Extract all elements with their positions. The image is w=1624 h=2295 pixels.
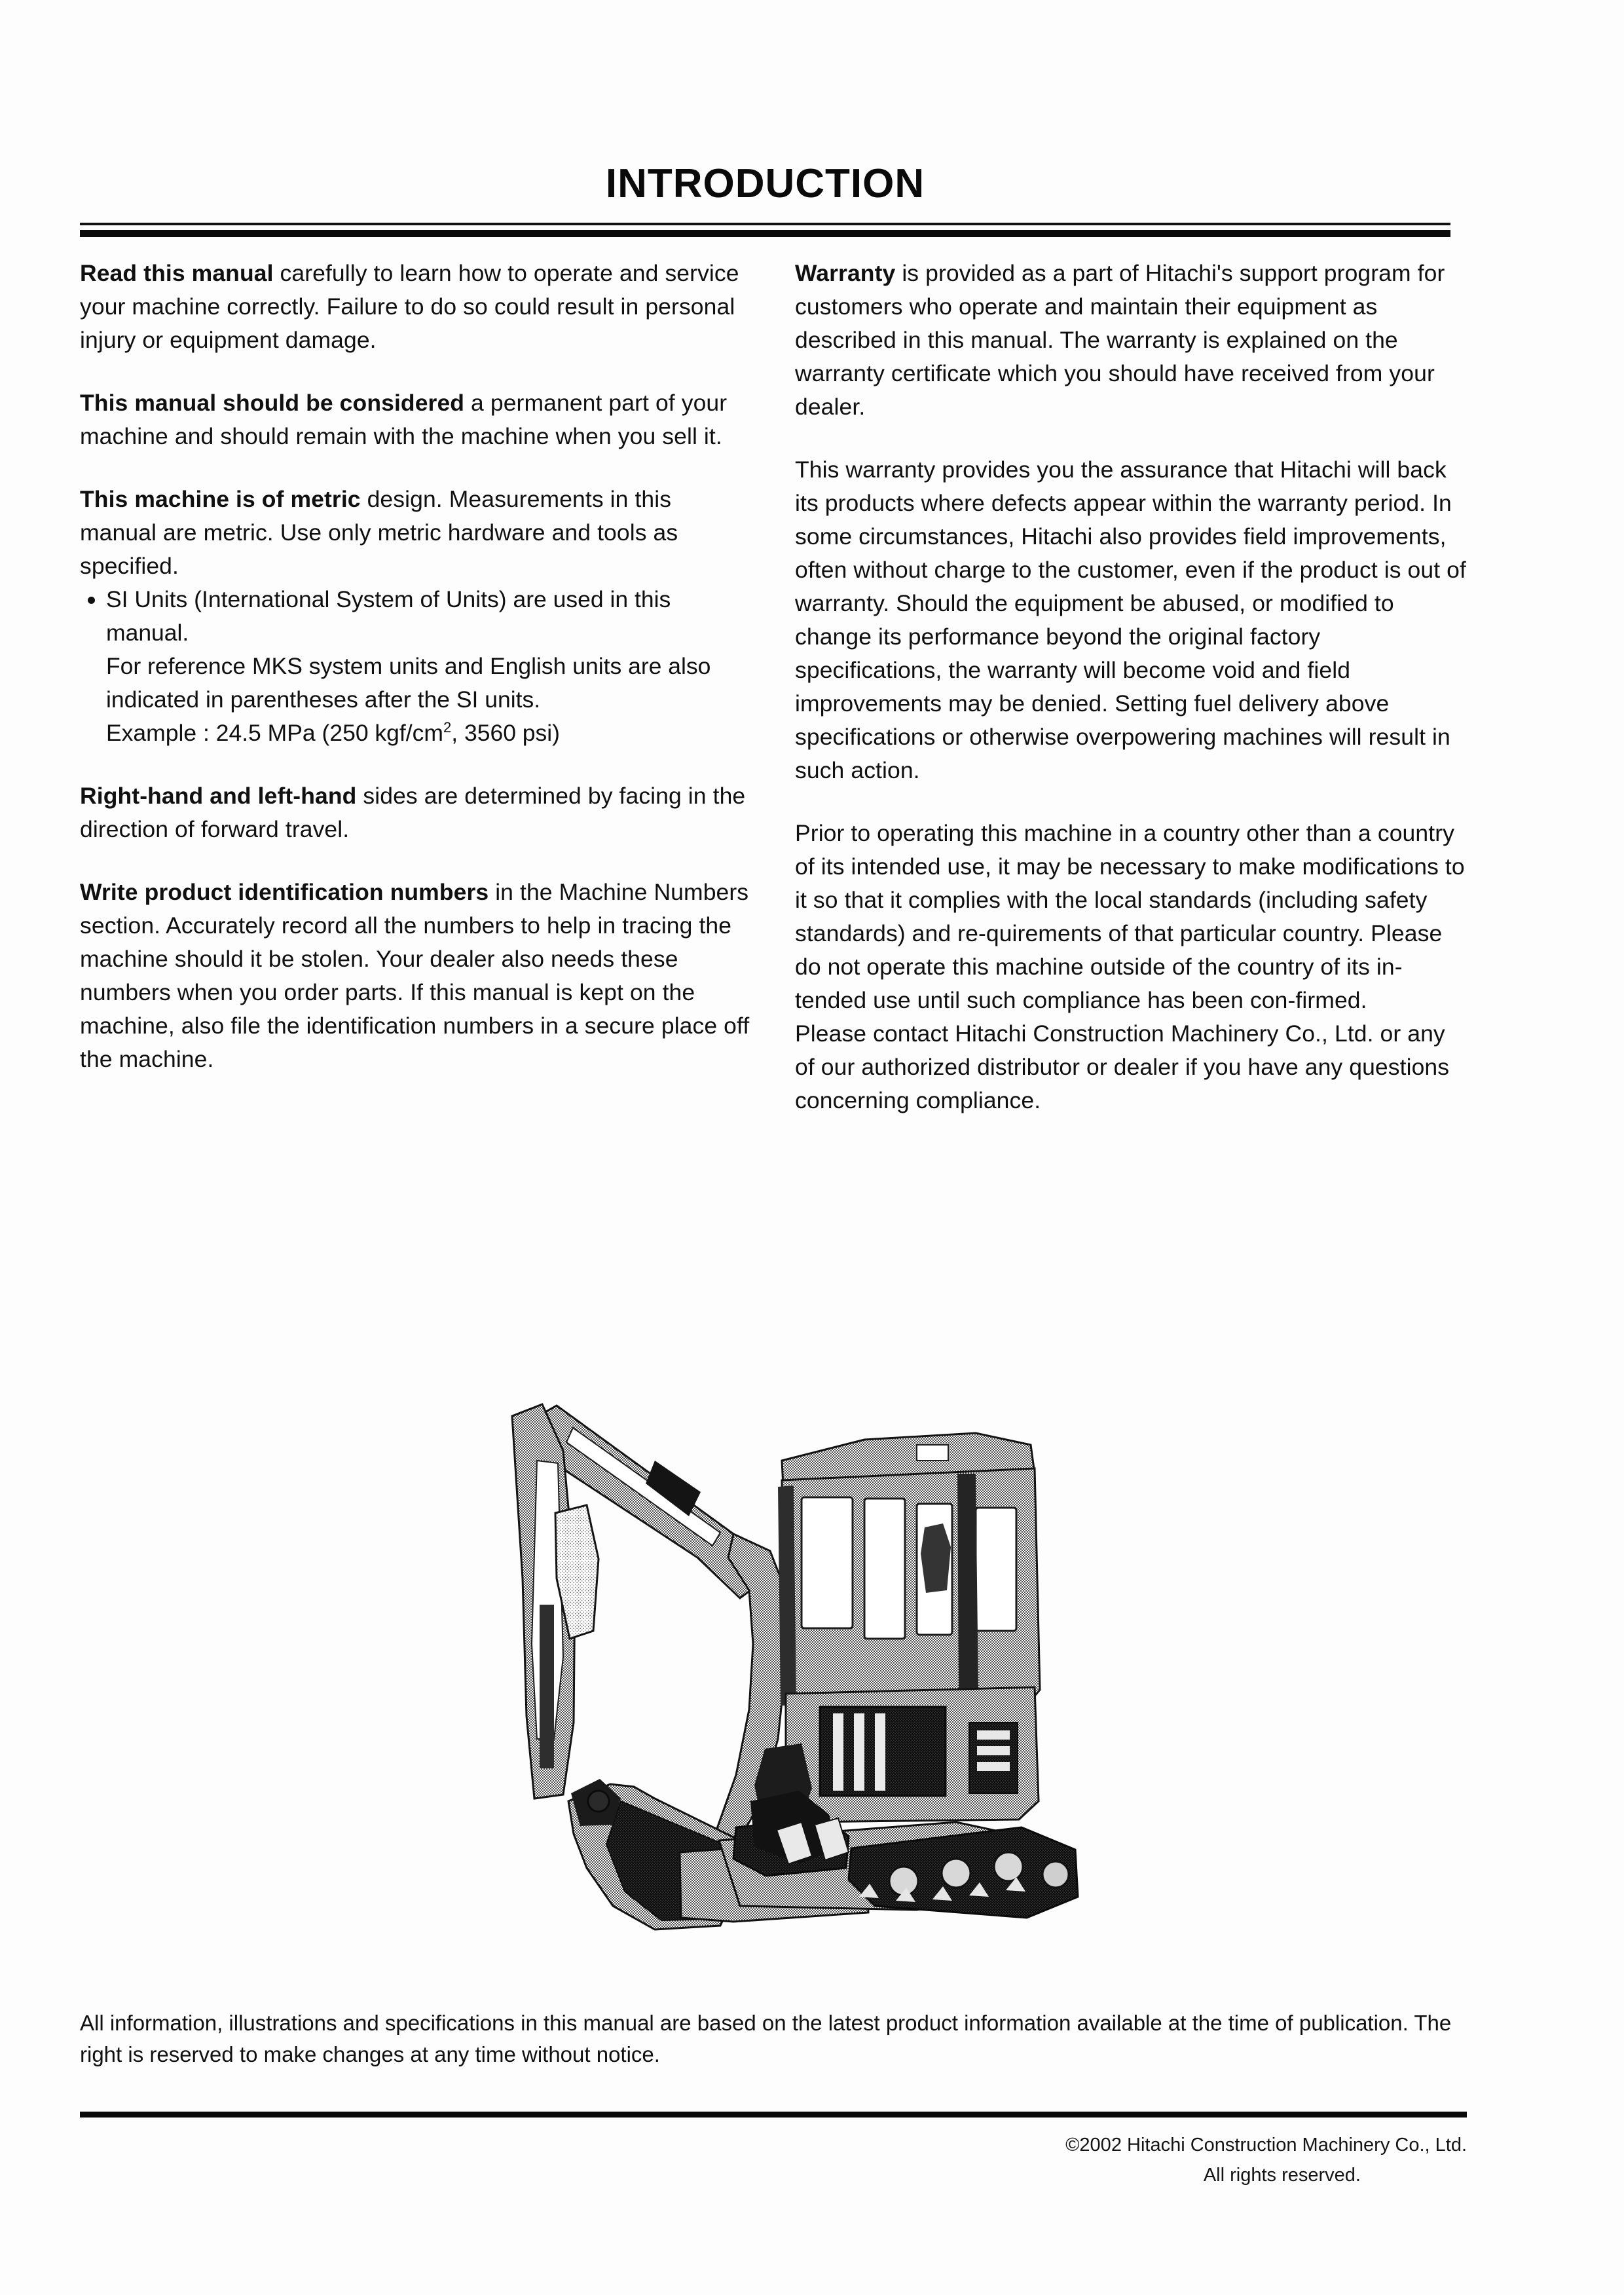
- cab-front-pillar: [778, 1485, 796, 1706]
- paragraph-right-hand-left-hand: [80, 779, 753, 846]
- paragraph-contact-hitachi: [795, 1017, 1468, 1117]
- copyright-line-2: All rights reserved.: [1203, 2165, 1361, 2186]
- paragraph-metric-design: [80, 483, 753, 583]
- body-columns: [80, 257, 1468, 1147]
- rear-panel-vent: [977, 1762, 1010, 1771]
- louver-slot: [833, 1713, 843, 1791]
- copyright-block: [1065, 2130, 1467, 2190]
- excavator-illustration-svg: [458, 1382, 1120, 1932]
- cab-window-rear: [976, 1508, 1016, 1631]
- paragraph-warranty: [795, 257, 1468, 424]
- list-item-label: SI Units (International System of Units) are used in this manual.: [106, 586, 671, 646]
- rear-panel-vent: [977, 1730, 1010, 1740]
- cab-window-left: [802, 1497, 853, 1628]
- track-roller: [994, 1852, 1023, 1881]
- paragraph-text: This warranty provides you the assurance that Hitachi will back its products where defects appear within the warranty period. In some circumstances, Hitachi also provides field improvements, often without charge to the customer, even if the product is out of warranty. Should the equipment be abused, or modified to change its performance beyond the original factory specifications, the warranty will become void and field improvements may be denied. Setting fuel delivery above specifications or otherwise overpowering machines will result in such action.: [795, 457, 1466, 783]
- si-units-bullet-list: [80, 583, 753, 650]
- bucket-pivot-pin: [588, 1791, 609, 1812]
- paragraph-text: sides are determined by facing in the direction of forward travel.: [80, 783, 746, 842]
- paragraph-text: Prior to operating this machine in a country other than a country of its intended use, it may be necessary to make modifications to it so that it complies with the local standards (including safety standards) and re-quirements of that particular country. Please do not operate this machine outside of the country of its in-tended use until such compliance has been con-firmed.: [795, 820, 1465, 1013]
- paragraph-text: carefully to learn how to operate and service your machine correctly. Failure to do so could result in personal injury or equipment damage.: [80, 260, 739, 353]
- paragraph-text: in the Machine Numbers section. Accurately record all the numbers to help in tracing the machine should it be stolen. Your dealer also needs these numbers when you order parts. If this manual is kept on the machine, also file the identification numbers in a secure place off the machine.: [80, 879, 750, 1072]
- lead-this-machine-is-of-metric: This machine is of metric: [80, 486, 361, 512]
- track-idler: [1043, 1861, 1069, 1888]
- track-roller: [942, 1859, 970, 1888]
- cab-door-pillar: [957, 1474, 978, 1691]
- cab-window-center: [864, 1499, 905, 1639]
- paragraph-permanent-part: [80, 386, 753, 453]
- dipper-cylinder: [540, 1605, 554, 1768]
- lead-this-manual-should-be-considered: This manual should be considered: [80, 390, 465, 416]
- footer-rule: [80, 2112, 1467, 2118]
- page-title: INTRODUCTION: [605, 161, 925, 206]
- paragraph-text: a permanent part of your machine and should remain with the machine when you sell it.: [80, 390, 728, 449]
- example-prefix: Example : 24.5 MPa (250 kgf/cm: [106, 720, 443, 746]
- paragraph-text: Please contact Hitachi Construction Machinery Co., Ltd. or any of our authorized distributor or dealer if you have any questions concerning compliance.: [795, 1020, 1450, 1113]
- operator-silhouette: [921, 1523, 951, 1593]
- paragraph-country-compliance: [795, 817, 1468, 1017]
- lead-right-hand-and-left-hand: Right-hand and left-hand: [80, 783, 357, 809]
- right-column: [795, 257, 1468, 1147]
- footer-disclaimer: All information, illustrations and specifications in this manual are based on the latest product information available at the time of publication. The right is reserved to make changes at any time without notice.: [80, 2011, 1452, 2066]
- louver-slot: [854, 1713, 864, 1791]
- list-item: [80, 583, 753, 650]
- rear-panel-vent: [977, 1746, 1010, 1755]
- louver-slot: [875, 1713, 885, 1791]
- header-double-rule: [80, 223, 1450, 237]
- lead-write-product-identification-numbers: Write product identification numbers: [80, 879, 489, 905]
- lead-warranty: Warranty: [795, 260, 896, 286]
- paragraph-text: is provided as a part of Hitachi's support program for customers who operate and maintain their equipment as described in this manual. The warranty is explained on the warranty certificate which you should have received from your dealer.: [795, 260, 1445, 420]
- copyright-line-1: ©2002 Hitachi Construction Machinery Co., Ltd.: [1065, 2135, 1467, 2155]
- example-tail: , 3560 psi): [451, 720, 560, 746]
- left-column: [80, 257, 753, 1147]
- bullet-sub-line-example: [80, 717, 753, 750]
- example-superscript: 2: [443, 719, 452, 736]
- paragraph-write-product-identification-numbers: [80, 876, 753, 1076]
- cab-roof-light: [917, 1445, 948, 1461]
- bullet-dot-icon: [88, 597, 95, 604]
- bullet-sub-line-mks: For reference MKS system units and English units are also indicated in parentheses after the SI units.: [106, 653, 711, 713]
- paragraph-text: design. Measurements in this manual are metric. Use only metric hardware and tools as specified.: [80, 486, 678, 579]
- paragraph-warranty-assurance: [795, 453, 1468, 787]
- header-rule-thick: [80, 230, 1450, 237]
- header-rule-gap: [80, 225, 1450, 230]
- paragraph-read-this-manual: [80, 257, 753, 357]
- excavator-illustration: [458, 1382, 1120, 1932]
- lead-read-this-manual: Read this manual: [80, 260, 274, 286]
